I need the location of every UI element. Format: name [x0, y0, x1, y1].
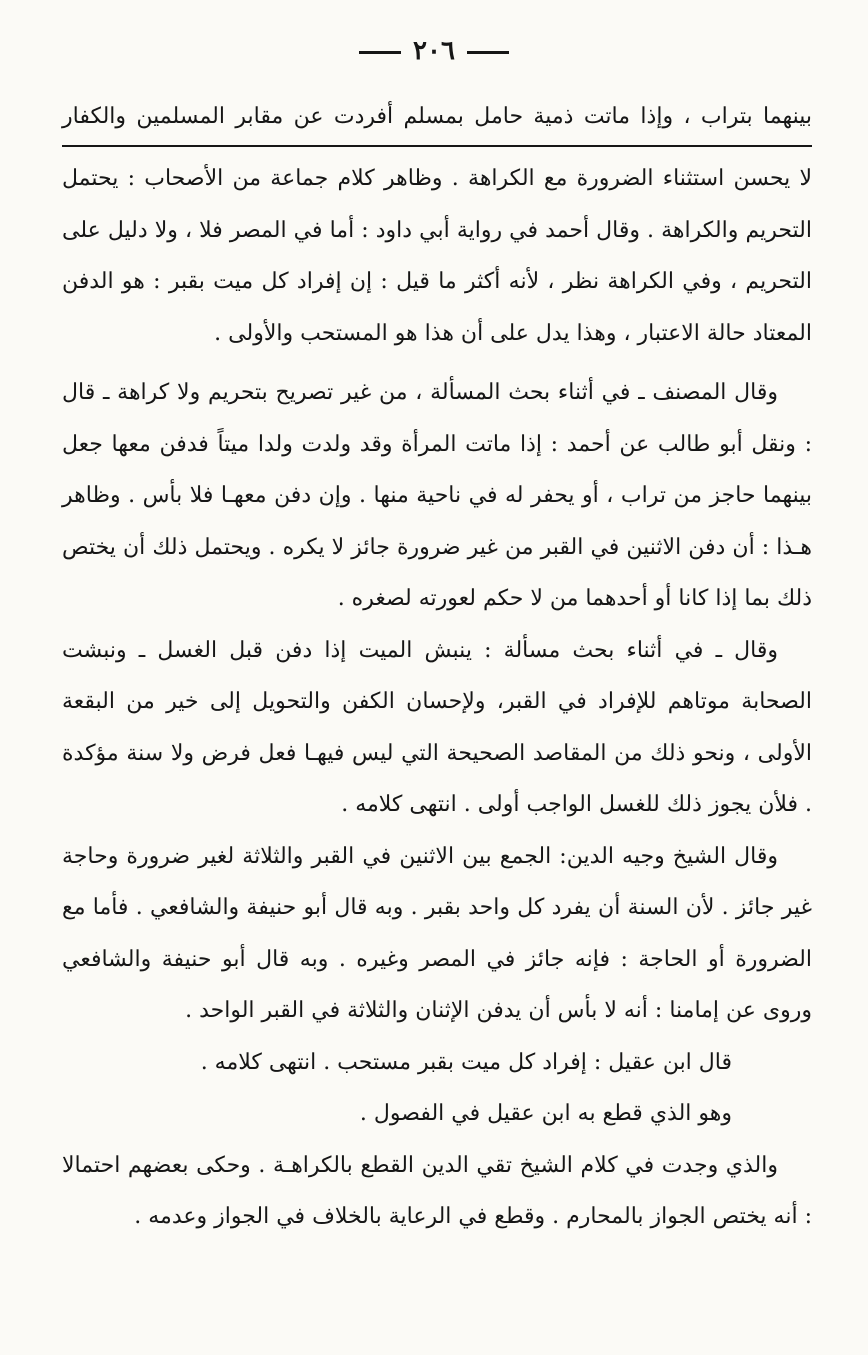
footnote-paragraph-5: قال ابن عقيل : إفراد كل ميت بقبر مستحب . انتهى كلامه .	[200, 1049, 732, 1075]
footnotes	[62, 153, 812, 1243]
page-header	[0, 36, 868, 66]
footnote-paragraph-2: وقال المصنف ـ في أثناء بحث المسألة ، من غير تصريح بتحريم ولا كراهة ـ قال : ونقل أبو طالب عن أحمد : إذا ماتت المرأة وقد ولدت ولدا ميتاً فدفن معها جعل بينهما حاجز من تراب ، أو يحفر له في ناحية منها . وإن دفن معهـا فلا بأس . وظاهر هـذا : أن دفن الاثنين في القبر من غير ضرورة جائز لا يكره . ويحتمل ذلك أن يختص ذلك بما إذا كانا أو أحدهما من لا حكم لعورته لصغره .	[62, 380, 812, 611]
footnote-separator	[62, 145, 812, 147]
header-dash-right	[467, 51, 509, 54]
footnote-paragraph-7: والذي وجدت في كلام الشيخ تقي الدين القطع بالكراهـة . وحكى بعضهم احتمالا : أنه يختص الجواز بالمحارم . وقطع في الرعاية بالخلاف في الجواز وعدمه .	[62, 1152, 812, 1229]
main-text-line: بينهما بتراب ، وإذا ماتت ذمية حامل بمسلم أفردت عن مقابر المسلمين والكفار	[62, 104, 812, 129]
footnote-paragraph-1: لا يحسن استثناء الضرورة مع الكراهة . وظاهر كلام جماعة من الأصحاب : يحتمل التحريم والكراهة . وقال أحمد في رواية أبي داود : أما في المصر فلا ، ولا دليل على التحريم ، وفي الكراهة نظر ، لأنه أكثر ما قيل : إن إفراد كل ميت بقبر : هو الدفن المعتاد حالة الاعتبار ، وهذا يدل على أن هذا هو المستحب والأولى .	[62, 166, 812, 346]
page-body	[62, 95, 812, 1243]
footnote-paragraph-4: وقال الشيخ وجيه الدين: الجمع بين الاثنين في القبر والثلاثة لغير ضرورة وحاجة غير جائز . لأن السنة أن يفرد كل واحد بقبر . وبه قال أبو حنيفة والشافعي . فأما مع الضرورة أو الحاجة : فإنه جائز في المصر وغيره . وبه قال أبو حنيفة والشافعي وروى عن إمامنا : أنه لا بأس أن يدفن الإثنان والثلاثة في القبر الواحد .	[62, 843, 812, 1023]
main-text	[62, 95, 812, 139]
footnote-paragraph-6: وهو الذي قطع به ابن عقيل في الفصول .	[359, 1101, 732, 1126]
page-number: ٢٠٦	[413, 36, 455, 66]
header-dash-left	[359, 51, 401, 54]
footnote-paragraph-3: وقال ـ في أثناء بحث مسألة : ينبش الميت إذا دفن قبل الغسل ـ ونبشت الصحابة موتاهم للإفراد في القبر، ولإحسان الكفن والتحويل إلى خير من البقعة الأولى ، ونحو ذلك من المقاصد الصحيحة التي ليس فيهـا فعل فرض ولا سنة مؤكدة . فلأن يجوز ذلك للغسل الواجب أولى . انتهى كلامه .	[62, 637, 812, 817]
